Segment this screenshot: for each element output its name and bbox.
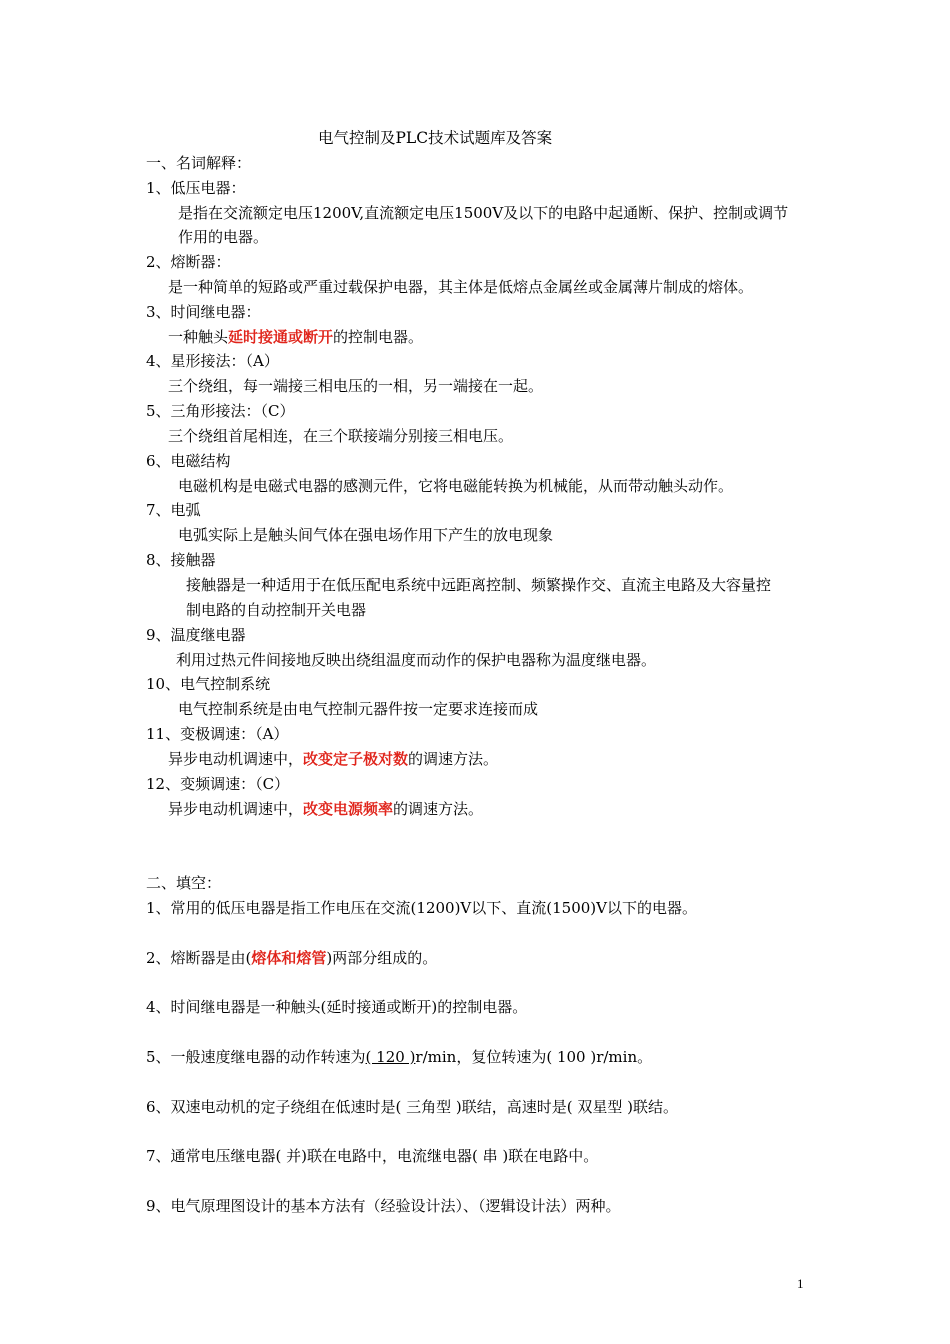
fill-q5 bbox=[146, 1047, 652, 1067]
term-3: 3、时间继电器： bbox=[146, 303, 261, 321]
def-12-highlight: 改变电源频率 bbox=[303, 800, 394, 818]
document-title: 电气控制及PLC技术试题库及答案 bbox=[318, 129, 553, 147]
fill-q5-answer: ( 120 ) bbox=[365, 1048, 416, 1066]
fill-q5-pre: 5、一般速度继电器的动作转速为 bbox=[146, 1048, 366, 1066]
def-12-pre: 异步电动机调速中， bbox=[168, 800, 304, 818]
def-12 bbox=[168, 799, 483, 819]
def-6: 电磁机构是电磁式电器的感测元件，它将电磁能转换为机械能，从而带动触头动作。 bbox=[178, 477, 734, 495]
fill-q2 bbox=[146, 948, 437, 968]
def-11-post: 的调速方法。 bbox=[408, 750, 499, 768]
def-5: 三个绕组首尾相连，在三个联接端分别接三相电压。 bbox=[168, 427, 514, 445]
def-2: 是一种简单的短路或严重过载保护电器，其主体是低熔点金属丝或金属薄片制成的熔体。 bbox=[168, 278, 754, 296]
term-11: 11、变极调速：（A） bbox=[146, 725, 289, 743]
fill-q4: 4、时间继电器是一种触头(延时接通或断开)的控制电器。 bbox=[146, 998, 528, 1016]
def-3-highlight: 延时接通或断开 bbox=[228, 328, 334, 346]
def-11 bbox=[168, 749, 498, 769]
term-12: 12、变频调速：（C） bbox=[146, 775, 290, 793]
def-1-line2: 作用的电器。 bbox=[178, 228, 269, 246]
fill-q6: 6、双速电动机的定子绕组在低速时是( 三角型 )联结，高速时是( 双星型 )联结。 bbox=[146, 1098, 679, 1116]
term-5: 5、三角形接法：（C） bbox=[146, 402, 295, 420]
fill-q5-post: r/min，复位转速为( 100 )r/min。 bbox=[415, 1048, 653, 1066]
fill-q2-post: )两部分组成的。 bbox=[326, 949, 438, 967]
fill-q2-pre: 2、熔断器是由( bbox=[146, 949, 252, 967]
def-11-highlight: 改变定子极对数 bbox=[303, 750, 409, 768]
term-10: 10、电气控制系统 bbox=[146, 675, 271, 693]
term-2: 2、熔断器： bbox=[146, 253, 231, 271]
term-6: 6、电磁结构 bbox=[146, 452, 231, 470]
fill-q7: 7、通常电压继电器( 并)联在电路中，电流继电器( 串 )联在电路中。 bbox=[146, 1147, 599, 1165]
section2-heading: 二、填空： bbox=[146, 874, 222, 892]
page-number: 1 bbox=[797, 1276, 804, 1291]
def-8-line1: 接触器是一种适用于在低压配电系统中远距离控制、频繁操作交、直流主电路及大容量控 bbox=[186, 576, 772, 594]
def-12-post: 的调速方法。 bbox=[393, 800, 484, 818]
term-7: 7、电弧 bbox=[146, 501, 201, 519]
term-4: 4、星形接法：（A） bbox=[146, 352, 279, 370]
section1-heading: 一、名词解释： bbox=[146, 154, 252, 172]
def-10: 电气控制系统是由电气控制元器件按一定要求连接而成 bbox=[178, 700, 539, 718]
def-1-line1: 是指在交流额定电压1200V,直流额定电压1500V及以下的电路中起通断、保护、控制或调节 bbox=[178, 204, 789, 222]
fill-q1: 1、常用的低压电器是指工作电压在交流(1200)V以下、直流(1500)V以下的电器。 bbox=[146, 899, 697, 917]
fill-q9: 9、电气原理图设计的基本方法有（经验设计法）、（逻辑设计法）两种。 bbox=[146, 1197, 621, 1215]
term-8: 8、接触器 bbox=[146, 551, 216, 569]
def-4: 三个绕组，每一端接三相电压的一相，另一端接在一起。 bbox=[168, 377, 544, 395]
def-3-pre: 一种触头 bbox=[168, 328, 229, 346]
def-3 bbox=[168, 327, 423, 347]
def-9: 利用过热元件间接地反映出绕组温度而动作的保护电器称为温度继电器。 bbox=[176, 651, 657, 669]
def-3-post: 的控制电器。 bbox=[333, 328, 424, 346]
def-7: 电弧实际上是触头间气体在强电场作用下产生的放电现象 bbox=[178, 526, 554, 544]
def-8-line2: 制电路的自动控制开关电器 bbox=[186, 601, 367, 619]
def-11-pre: 异步电动机调速中， bbox=[168, 750, 304, 768]
fill-q2-answer: 熔体和熔管 bbox=[251, 949, 327, 967]
term-9: 9、温度继电器 bbox=[146, 626, 246, 644]
term-1: 1、低压电器： bbox=[146, 179, 246, 197]
